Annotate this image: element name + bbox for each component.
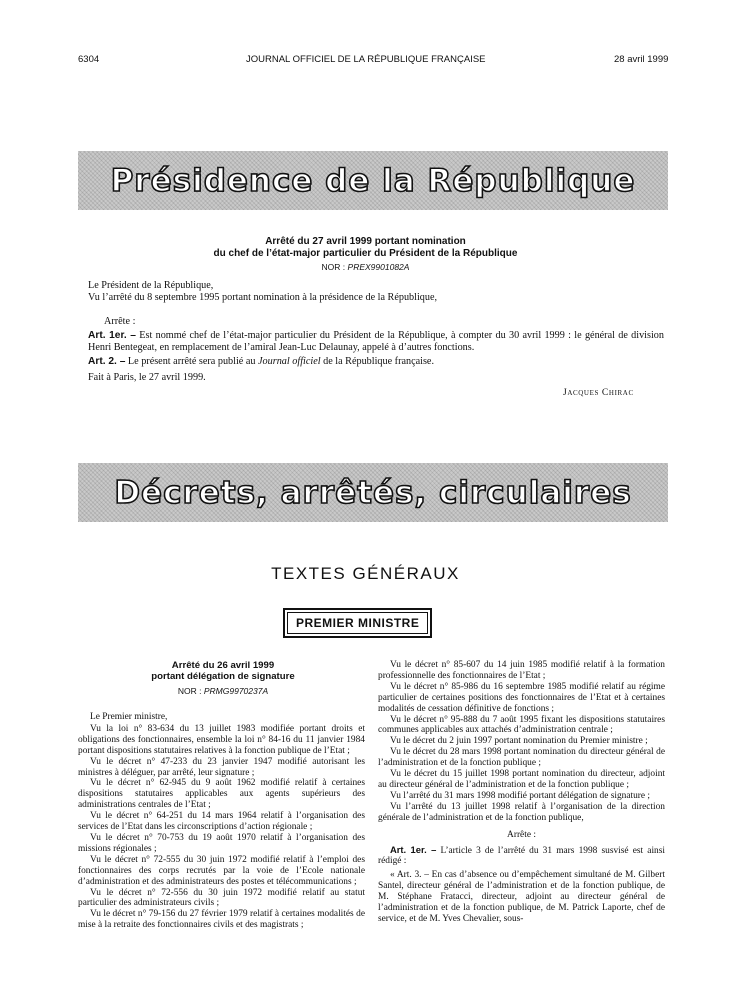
arrete2-article1-label: Art. 1er. – (390, 843, 437, 855)
nor-label: NOR : (321, 262, 346, 272)
considerant: Vu la loi n° 83-634 du 13 juillet 1983 modifiée portant droits et obligations des fonctionnaires, ensemble la loi n° 84-16 du 11 janvier 1984 portant dispositions statutaires relatives à la fonction publique de l’Etat ; (78, 723, 365, 756)
nor2-label: NOR : (177, 686, 202, 696)
considerant: Vu le décret du 2 juin 1997 portant nomination du Premier ministre ; (390, 736, 648, 747)
article2-label: Art. 2. – (88, 356, 126, 367)
section-title: TEXTES GÉNÉRAUX (271, 564, 460, 583)
arrete1-title-line1: Arrêté du 27 avril 1999 portant nomination (265, 236, 466, 247)
arrete1-fait: Fait à Paris, le 27 avril 1999. (88, 372, 206, 383)
considerant: Vu le décret n° 95-888 du 7 août 1995 fixant les dispositions statutaires communes applicables aux attachés d’administration centrale ; (378, 714, 665, 736)
arrete1-article2 (88, 356, 664, 368)
arrete1-title-line2: du chef de l’état-major particulier du Président de la République (213, 248, 518, 259)
arrete2-article1-text: L’article 3 de l’arrêté du 31 mars 1998 susvisé est ainsi rédigé : (378, 845, 665, 867)
arrete2-article1 (378, 845, 665, 868)
banner-decrets-text: Décrets, arrêtés, circulaires (114, 474, 632, 511)
considerant: Le Premier ministre, (90, 712, 168, 722)
considerant: Vu le décret n° 64-251 du 14 mars 1964 relatif à l’organisation des services de l’Etat dans les circonscriptions d’action régionale ; (78, 811, 365, 833)
article1-label: Art. 1er. – (88, 330, 136, 341)
considerant: Vu le décret n° 72-555 du 30 juin 1972 modifié relatif à l’emploi des fonctionnaires des corps recrutés par la voie de l’Ecole nationale d’administration et des administrateurs des postes et télécommunications ; (78, 854, 365, 887)
article2-text-a: Le présent arrêté sera publié au (125, 356, 259, 367)
considerant: Vu le décret n° 79-156 du 27 février 1979 relatif à certaines modalités de mise à la retraite des fonctionnaires civils et des magistrats ; (78, 909, 365, 931)
banner-presidence-text: Présidence de la République (110, 162, 636, 199)
considerant: Vu le décret n° 47-233 du 23 janvier 1947 modifié autorisant les ministres à déléguer, par arrêté, leur signature ; (78, 756, 365, 778)
arrete1-nor (0, 262, 731, 272)
considerant: Vu le décret n° 70-753 du 19 août 1970 relatif à l’organisation des missions régionales ; (78, 832, 365, 854)
considerant: Vu le décret du 15 juillet 1998 portant nomination du directeur, adjoint au directeur général de l’administration et de la fonction publique ; (378, 769, 665, 790)
considerant: Vu le décret n° 72-556 du 30 juin 1972 modifié relatif au statut particulier des administrateurs civils ; (78, 887, 365, 909)
ministry-label: PREMIER MINISTRE (287, 612, 428, 634)
arrete1-title (0, 236, 731, 260)
header-date: 28 avril 1999 (614, 54, 669, 65)
left-column (78, 712, 365, 931)
arrete1-intro2: Vu l’arrêté du 8 septembre 1995 portant nomination à la présidence de la République, (88, 292, 438, 303)
arrete1-arrete: Arrête : (104, 316, 136, 327)
arrete2-title (78, 660, 368, 682)
article1-text: Est nommé chef de l’état-major particulier du Président de la République, à compter du 30 avril 1999 : le général de division Henri Bentegeat, en remplacement de l’amiral Jean-Luc Delaunay, appelé à d’autres fonctions. (88, 330, 664, 353)
banner-decrets (78, 463, 668, 522)
article2-journal: Journal officiel (258, 356, 321, 367)
right-column (378, 660, 665, 925)
signature: Jacques Chirac (563, 387, 634, 398)
arrete1-intro1: Le Président de la République, (88, 280, 214, 291)
considerant: Vu le décret du 28 mars 1998 portant nomination du directeur général de l’administration et de la fonction publique ; (378, 747, 665, 769)
page-number: 6304 (78, 54, 100, 65)
considerant: Vu l’arrêté du 31 mars 1998 modifié portant délégation de signature ; (390, 790, 651, 801)
considerant: Vu le décret n° 85-607 du 14 juin 1985 modifié relatif à la formation professionnelle des fonctionnaires de l’Etat ; (378, 660, 665, 681)
ministry-box (283, 608, 432, 638)
nor2-value: PRMG9970237A (203, 686, 269, 696)
considerant: Vu le décret n° 85-986 du 16 septembre 1985 modifié relatif au régime particulier de certaines positions des fonctionnaires de l’Etat et à certaines modalités de cessation définitive de fonctions ; (378, 681, 665, 714)
banner-presidence (78, 151, 668, 210)
arrete2-title-line1: Arrêté du 26 avril 1999 (171, 660, 275, 671)
considerant: Vu le décret n° 62-945 du 9 août 1962 modifié relatif à certaines dispositions statutaires applicables aux agents supérieurs des administrations centrales de l’Etat ; (78, 778, 365, 811)
considerant: Vu l’arrêté du 13 juillet 1998 relatif à l’organisation de la direction générale de l’administration et de la fonction publique, (378, 801, 665, 823)
arrete2-arrete: Arrête : (507, 829, 536, 840)
arrete2-nor (78, 686, 368, 696)
article2-text-b: de la République française. (320, 356, 434, 367)
arrete2-title-line2: portant délégation de signature (151, 671, 295, 682)
arrete2-article3: « Art. 3. – En cas d’absence ou d’empêchement simultané de M. Gilbert Santel, directeur général de l’administration et de la fonction publique, de M. Stéphane Fratacci, directeur, adjoint au directeur général de l’administration et de la fonction publique, de M. Patrick Laporte, chef de service, et de M. Yves Chevalier, sous- (378, 870, 665, 924)
arrete1-article1 (88, 330, 664, 354)
nor-value: PREX9901082A (347, 262, 410, 272)
journal-title: JOURNAL OFFICIEL DE LA RÉPUBLIQUE FRANÇAISE (246, 54, 486, 65)
